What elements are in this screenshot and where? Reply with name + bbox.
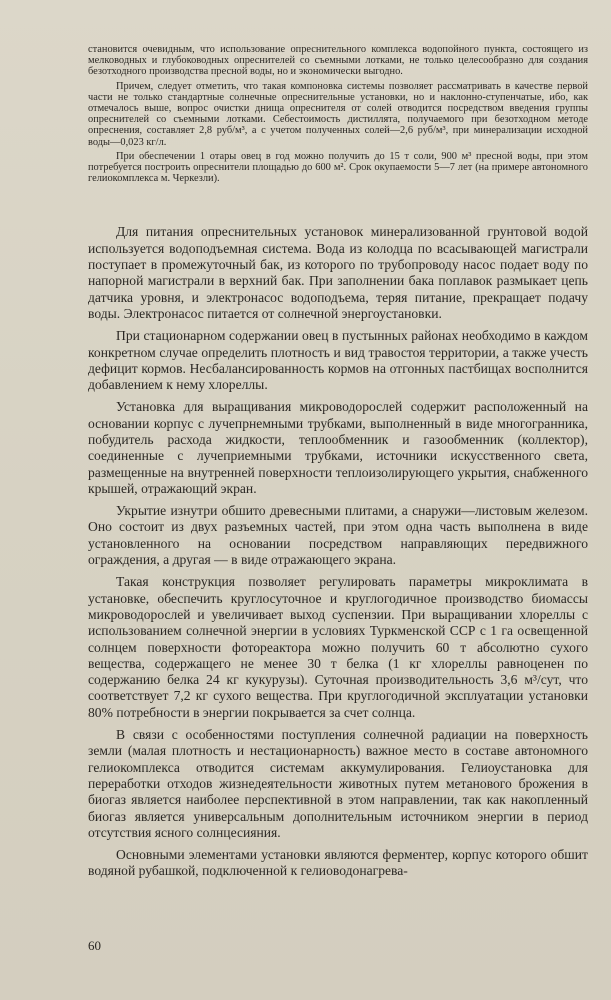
small-paragraph-1: становится очевидным, что использование опреснительного комплекса водопойного пункта, состоящего из мелководных и глубоководных опреснителей со съемными лотками, не только целесообразно для создания безотходного производства пресной воды, но и экономически выгодно. bbox=[88, 44, 588, 78]
small-paragraph-3: При обеспечении 1 отары овец в год можно получить до 15 т соли, 900 м³ пресной воды, при этом потребуется построить опреснители площадью до 600 м². Срок окупаемости 5—7 лет (на примере автономного гелиокомплекса м. Черкезли). bbox=[88, 150, 588, 185]
page-number: 60 bbox=[88, 938, 101, 953]
paragraph-algae-unit: Установка для выращивания микроводорослей содержит расположенный на основании корпус с лучепрнемными трубками, выполненный в виде многогранника, побудитель расхода жидкости, теплообменник и газообменник (коллектор), соединенные с лучеприемными трубками, источники искусственного света, размещенные на внутренней поверхности теплоизолирующего укрытия, снабженного крышей, отражающий экран. bbox=[88, 399, 588, 496]
paragraph-accumulation: В связи с особенностями поступления солнечной радиации на поверхность земли (малая плотность и нестационарность) важное место в составе автономного гелиокомплекса отводится системам аккумулирования. Гелиоустановка для переработки отходов жизнедеятельности животных путем метанового брожения в биогаз является наиболее перспективной в этом направлении, так как накопленный биогаз является универсальным дополнительным источником энергии в период отсутствия ясного солнцесияния. bbox=[88, 727, 588, 840]
paragraph-construction: Такая конструкция позволяет регулировать параметры микроклимата в установке, обеспечить круглосуточное и круглогодичное производство биомассы микроводорослей и увеличивает выход суспензии. При выращивании хлореллы с использованием солнечной энергии в условиях Туркменской ССР с 1 га освещенной солнцем поверхности фотореактора можно получить 60 т абсолютно сухого вещества, содержащего не менее 30 т белка (1 кг хлореллы равноценен по содержанию белка 24 кг кукурузы). Суточная производительность 3,6 м³/сут, что соответствует 7,2 кг сухого вещества. При круглогодичной эксплуатации установки 80% потребности в энергии покрывается за счет солнца. bbox=[88, 574, 588, 720]
paragraph-sheep-feed: При стационарном содержании овец в пустынных районах необходимо в каждом конкретном случае определить плотность и вид травостоя территории, а также учесть дефицит кормов. Несбалансированность кормов на отгонных пастбищах восполнится добавлением к нему хлореллы. bbox=[88, 328, 588, 393]
small-paragraph-2: Причем, следует отметить, что такая компоновка системы позволяет рассматривать в качестве первой части не только стандартные солнечные опреснительные установки, но и наклонно-ступенчатые, ибо, как отмечалось выше, вопрос очистки днища опреснителя от солей отводится посредством введения группы опреснителей со съемными лотками. Себестоимость дистиллята, получаемого при безотходном методе опреснения, составляет 2,8 руб/м³, а с учетом полученных солей—2,6 руб/м³, при минерализации исходной воды—0,023 кг/л. bbox=[88, 80, 588, 148]
paragraph-elements: Основными элементами установки являются ферментер, корпус которого обшит водяной рубашкой, подключенной к гелиоводонагрева- bbox=[88, 847, 588, 879]
paragraph-cover: Укрытие изнутри обшито древесными плитами, а снаружи—листовым железом. Оно состоит из двух разъемных частей, при этом одна часть выполнена в виде установленного на основании посредством направляющих передвижного ограждения, а другая — в виде отражающего экрана. bbox=[88, 503, 588, 568]
page-body bbox=[88, 44, 588, 886]
paragraph-water-system: Для питания опреснительных установок минерализованной грунтовой водой используется водоподъемная система. Вода из колодца по всасывающей магистрали поступает в промежуточный бак, из которого по трубопроводу насос подает воду по напорной магистрали в верхний бак. При заполнении бака поплавок размыкает цепь датчика уровня, и электронасос водоподъема, теряя питание, прекращает подачу воды. Электронасос питается от солнечной энергоустановки. bbox=[88, 224, 588, 321]
main-text-block bbox=[88, 224, 588, 879]
small-print-block bbox=[88, 44, 588, 184]
